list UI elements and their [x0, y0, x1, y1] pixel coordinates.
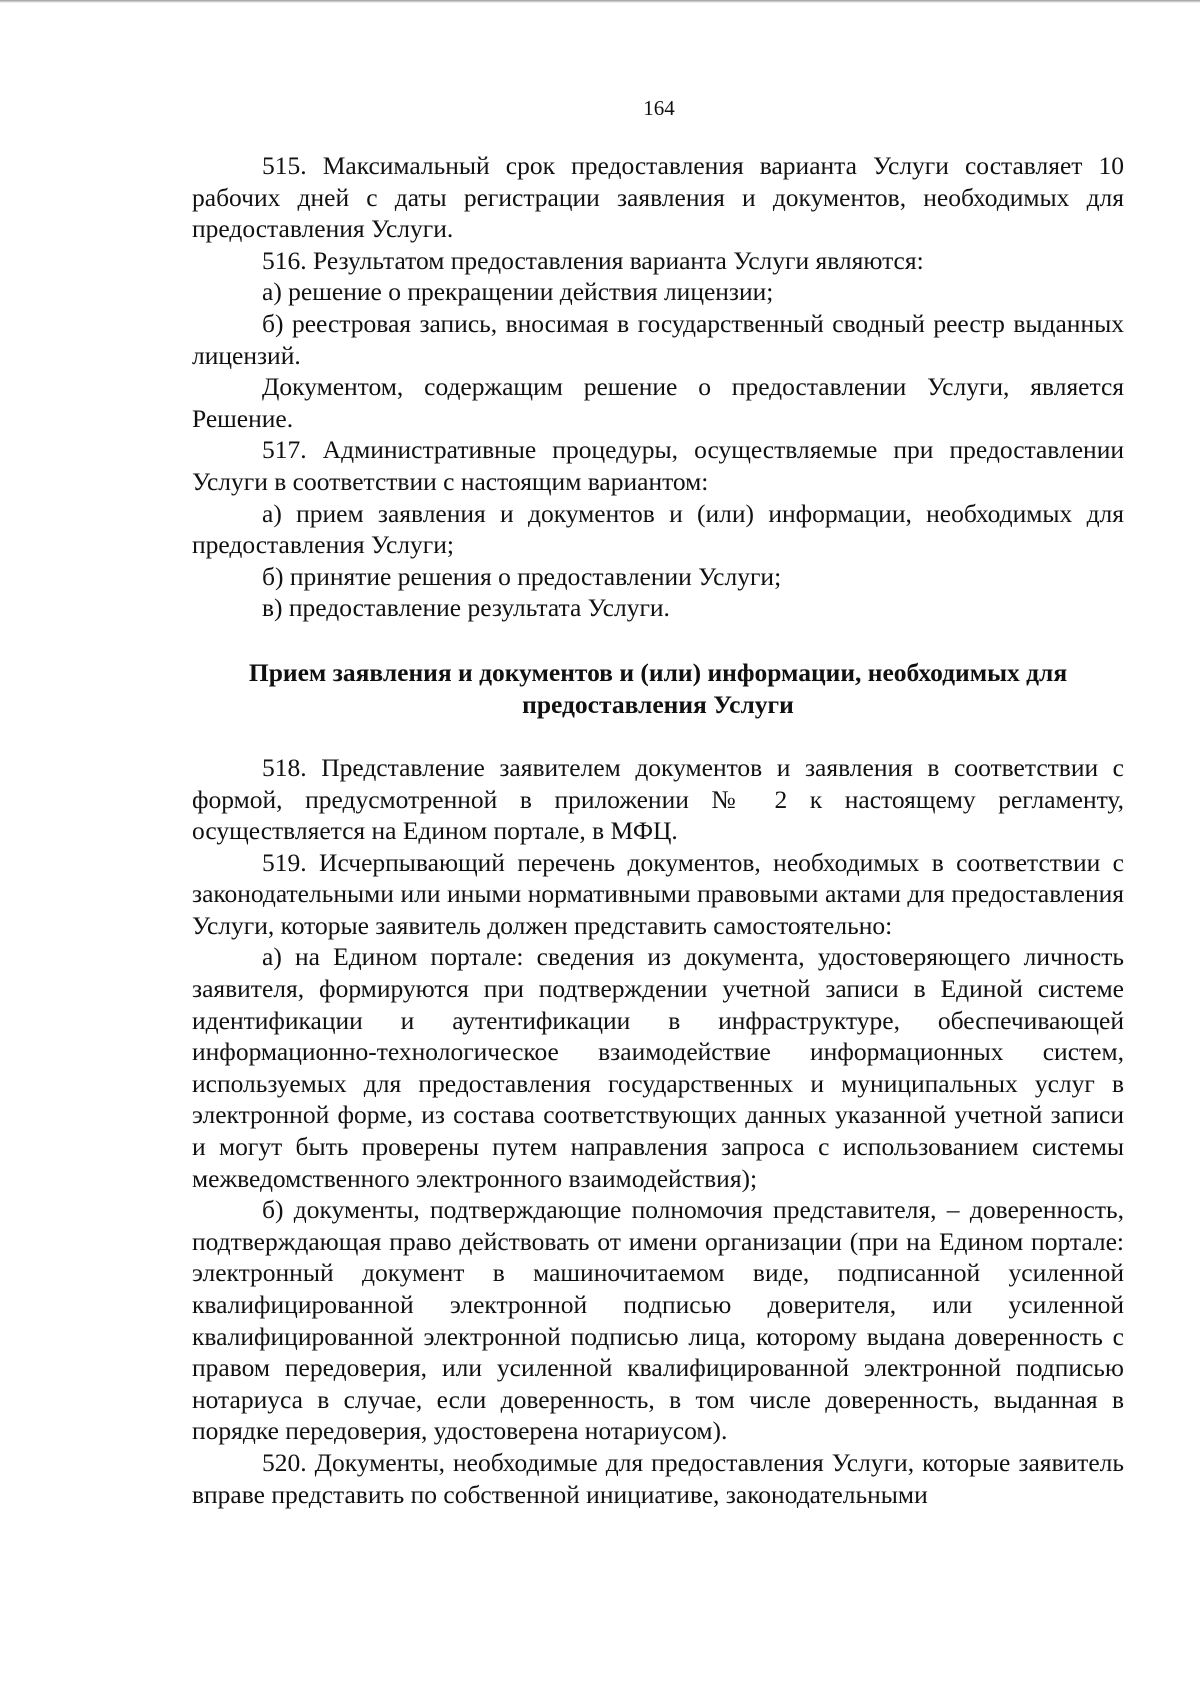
paragraph-519: 519. Исчерпывающий перечень документов, необходимых в соответствии с законодательными или иными нормативными правовыми актами для предоставления Услуги, которые заявитель должен представить самостоятельно:	[192, 847, 1124, 940]
section-heading-line-2: предоставления Услуги	[522, 689, 794, 719]
list-item-519-b: б) документы, подтверждающие полномочия представителя, – доверенность, подтверждающая право действовать от имени организации (при на Едином портале: электронный документ в машиночитаемом виде, подписанной усиленной квалифицированной электронной подписью доверителя, или усиленной квалифицированной электронной подписью лица, которому выдана доверенность с правом передоверия, или усиленной квалифицированной электронной подписью нотариуса в случае, если доверенность, в том числе доверенность, выданная в порядке передоверия, удостоверена нотариусом).	[192, 1195, 1124, 1446]
paragraph-515: 515. Максимальный срок предоставления варианта Услуги составляет 10 рабочих дней с даты регистрации заявления и документов, необходимых для предоставления Услуги.	[192, 151, 1124, 244]
document-body	[192, 150, 1124, 1510]
page-number: 164	[643, 96, 675, 120]
paragraph-520: 520. Документы, необходимые для предоставления Услуги, которые заявитель вправе представить по собственной инициативе, законодательными	[192, 1447, 1124, 1509]
list-item-516-b: б) реестровая запись, вносимая в государственный сводный реестр выданных лицензий.	[192, 308, 1124, 370]
list-item-517-a: а) прием заявления и документов и (или) информации, необходимых для предоставления Услуги;	[192, 498, 1124, 560]
list-item-517-c: в) предоставление результата Услуги.	[262, 593, 670, 623]
scan-edge	[0, 0, 1200, 3]
section-heading-line-1: Прием заявления и документов и (или) информации, необходимых для	[248, 657, 1068, 687]
paragraph-decision-document: Документом, содержащим решение о предоставлении Услуги, является Решение.	[192, 372, 1124, 433]
section-heading	[192, 657, 1124, 721]
list-item-519-a: а) на Едином портале: сведения из документа, удостоверяющего личность заявителя, формируются при подтверждении учетной записи в Единой системе идентификации и аутентификации в инфраструктуре, обеспечивающей информационно-технологическое взаимодействие информационных систем, используемых для предоставления государственных и муниципальных услуг в электронной форме, из состава соответствующих данных указанной учетной записи и могут быть проверены путем направления запроса с использованием системы межведомственного электронного взаимодействия);	[192, 942, 1124, 1193]
paragraph-517: 517. Административные процедуры, осуществляемые при предоставлении Услуги в соответствии с настоящим вариантом:	[192, 435, 1124, 496]
list-item-516-a: а) решение о прекращении действия лицензии;	[262, 277, 774, 307]
paragraph-516: 516. Результатом предоставления варианта Услуги являются:	[262, 245, 924, 275]
list-item-517-b: б) принятие решения о предоставлении Услуги;	[262, 561, 782, 591]
paragraph-518: 518. Представление заявителем документов и заявления в соответствии с формой, предусмотренной в приложении № 2 к настоящему регламенту, осуществляется на Едином портале, в МФЦ.	[192, 752, 1124, 846]
